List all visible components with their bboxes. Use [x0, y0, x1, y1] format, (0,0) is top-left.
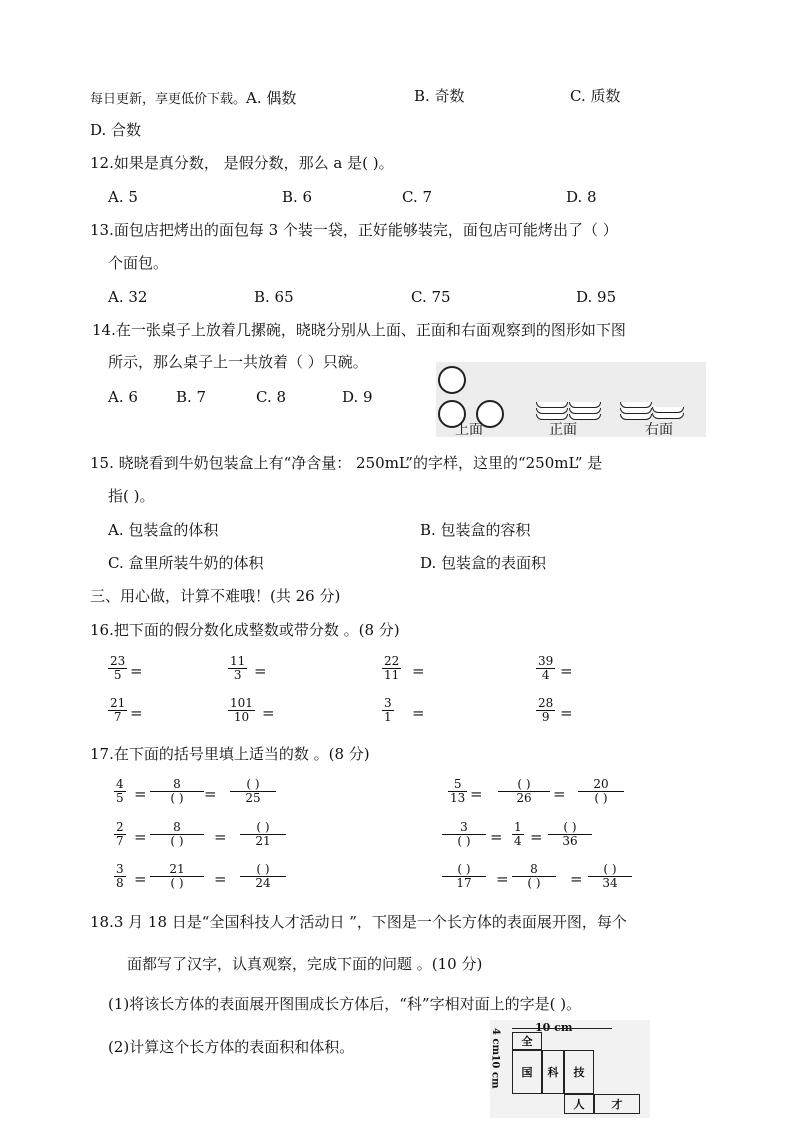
equals-sign: =	[204, 785, 217, 803]
right-view-stack	[652, 407, 684, 419]
top-view-circle	[438, 366, 466, 394]
fraction-denominator: 26	[516, 791, 532, 805]
fraction	[382, 697, 394, 724]
fraction-numerator: ( )	[246, 777, 260, 791]
view-label-right: 右面	[645, 422, 673, 438]
fraction	[150, 778, 204, 805]
fraction-denominator: ( )	[170, 834, 184, 848]
fraction-denominator: 7	[113, 710, 122, 724]
equals-sign: =	[134, 785, 147, 803]
fraction-denominator: 24	[255, 876, 271, 890]
q15-option-a: A. 包装盒的体积	[108, 521, 219, 539]
q14-option-c: C. 8	[256, 388, 287, 406]
equals-sign: =	[214, 870, 227, 888]
equals-sign: =	[496, 870, 509, 888]
fraction-numerator: 8	[530, 862, 538, 876]
fraction	[548, 821, 592, 848]
fraction-denominator: ( )	[170, 791, 184, 805]
q14-option-d: D. 9	[342, 388, 373, 406]
cuboid-net-figure	[490, 1020, 650, 1118]
front-view-stack	[569, 402, 601, 420]
equals-sign: =	[530, 828, 543, 846]
fraction-numerator: 3	[116, 862, 124, 876]
equals-sign: =	[130, 704, 143, 722]
q15-line2: 指( )。	[108, 487, 155, 505]
fraction	[448, 778, 467, 805]
fraction-numerator: 1	[514, 820, 522, 834]
q18-line1: 18.3 月 18 日是“全国科技人才活动日 ”，下图是一个长方体的表面展开图，每个	[90, 913, 627, 931]
fraction-numerator: 21	[110, 696, 126, 710]
equals-sign: =	[553, 785, 566, 803]
fraction	[228, 655, 247, 682]
fraction-numerator: 23	[110, 654, 126, 668]
option-c: C. 质数	[570, 87, 621, 105]
fraction-numerator: ( )	[256, 862, 270, 876]
fraction	[588, 863, 632, 890]
fraction	[498, 778, 550, 805]
equals-sign: =	[470, 785, 483, 803]
fraction-denominator: ( )	[594, 791, 608, 805]
fraction-denominator: 5	[116, 791, 124, 805]
fraction-denominator: 21	[255, 834, 271, 848]
q13-option-a: A. 32	[108, 288, 148, 306]
fraction-numerator: 22	[384, 654, 400, 668]
fraction-numerator: 3	[460, 820, 468, 834]
bowl-views-figure	[436, 362, 706, 437]
front-view-stack	[536, 402, 568, 420]
q17-title: 17.在下面的括号里填上适当的数 。(8 分)	[90, 745, 370, 763]
net-face-ji: 技	[564, 1050, 594, 1094]
fraction	[536, 697, 555, 724]
fraction-denominator: 36	[562, 834, 578, 848]
q15-option-b: B. 包装盒的容积	[420, 521, 531, 539]
fraction-numerator: 3	[384, 696, 392, 710]
fraction-denominator: 10	[233, 710, 250, 724]
fraction	[150, 863, 204, 890]
net-face-quan: 全	[512, 1032, 542, 1050]
fraction-denominator: 5	[113, 668, 122, 682]
q13-option-b: B. 65	[254, 288, 294, 306]
equals-sign: =	[254, 662, 267, 680]
fraction-numerator: ( )	[256, 820, 270, 834]
equals-sign: =	[130, 662, 143, 680]
fraction-denominator: 1	[384, 710, 392, 724]
fraction-numerator: ( )	[603, 862, 617, 876]
q14-line1: 14.在一张桌子上放着几摞碗，晓晓分别从上面、正面和右面观察到的图形如下图	[92, 321, 626, 339]
fraction	[114, 778, 126, 805]
equals-sign: =	[412, 704, 425, 722]
fraction-numerator: 8	[173, 820, 181, 834]
q12-option-b: B. 6	[282, 188, 313, 206]
dim-top-line	[512, 1028, 612, 1029]
fraction	[114, 863, 126, 890]
fraction	[240, 863, 286, 890]
equals-sign: =	[490, 828, 503, 846]
net-face-cai: 才	[594, 1094, 640, 1114]
dim-top-label: 10 cm	[535, 1021, 573, 1034]
fraction-numerator: 28	[538, 696, 554, 710]
fraction	[512, 821, 524, 848]
fraction-numerator: ( )	[457, 862, 471, 876]
fraction-denominator: 11	[384, 668, 400, 682]
fraction	[536, 655, 555, 682]
fraction-numerator: 2	[116, 820, 124, 834]
q12-text: 12.如果是真分数， 是假分数，那么 a 是( )。	[90, 154, 394, 172]
fraction-denominator: 13	[450, 791, 466, 805]
net-face-guo: 国	[512, 1050, 542, 1094]
fraction-denominator: ( )	[170, 876, 184, 890]
fraction-denominator: 17	[456, 876, 472, 890]
fraction-denominator: 34	[602, 876, 618, 890]
fraction	[512, 863, 556, 890]
fraction	[442, 821, 486, 848]
q16-title: 16.把下面的假分数化成整数或带分数 。(8 分)	[90, 621, 400, 639]
fraction-denominator: 3	[233, 668, 242, 682]
right-view-stack	[620, 402, 652, 420]
view-label-front: 正面	[549, 422, 577, 438]
section3-title: 三、用心做，计算不难哦！(共 26 分)	[90, 587, 341, 605]
q14-line2: 所示，那么桌子上一共放着（ ）只碗。	[108, 353, 368, 371]
fraction	[230, 778, 276, 805]
q13-line1: 13.面包店把烤出的面包每 3 个装一袋，正好能够装完，面包店可能烤出了（ ）	[90, 221, 618, 239]
dim-left-small-label: 4 cm	[490, 1027, 502, 1056]
fraction-denominator: 9	[541, 710, 550, 724]
q13-option-c: C. 75	[411, 288, 451, 306]
fraction	[108, 655, 127, 682]
fraction-numerator: 8	[173, 777, 181, 791]
equals-sign: =	[570, 870, 583, 888]
fraction-denominator: 4	[514, 834, 522, 848]
equals-sign: =	[134, 870, 147, 888]
q14-option-b: B. 7	[176, 388, 207, 406]
fraction	[240, 821, 286, 848]
fraction-numerator: 21	[169, 862, 185, 876]
fraction-denominator: 7	[116, 834, 124, 848]
fraction-numerator: 4	[116, 777, 124, 791]
q12-option-a: A. 5	[108, 188, 138, 206]
fraction-numerator: 101	[230, 696, 253, 710]
option-d: D. 合数	[90, 121, 142, 139]
q15-option-d: D. 包装盒的表面积	[420, 554, 547, 572]
net-face-ke: 科	[542, 1050, 564, 1094]
fraction-denominator: 4	[541, 668, 550, 682]
q18-line2: 面都写了汉字，认真观察，完成下面的问题 。(10 分)	[127, 955, 483, 973]
equals-sign: =	[262, 704, 275, 722]
fraction	[108, 697, 127, 724]
equals-sign: =	[214, 828, 227, 846]
q14-option-a: A. 6	[108, 388, 138, 406]
fraction-denominator: 25	[245, 791, 261, 805]
fraction	[382, 655, 401, 682]
fraction-numerator: 11	[230, 654, 246, 668]
q13-line2: 个面包。	[108, 254, 169, 272]
fraction	[442, 863, 486, 890]
header-prefix: 每日更新，享更低价下载。A. 偶数	[90, 89, 297, 107]
fraction-denominator: ( )	[457, 834, 471, 848]
fraction-numerator: ( )	[517, 777, 531, 791]
fraction-numerator: 5	[453, 777, 462, 791]
q15-line1: 15. 晓晓看到牛奶包装盒上有“净含量： 250mL”的字样，这里的“250mL” 是	[90, 454, 603, 472]
fraction-numerator: ( )	[563, 820, 577, 834]
q12-option-d: D. 8	[566, 188, 597, 206]
q18-sub1: (1)将该长方体的表面展开图围成长方体后，“科”字相对面上的字是( )。	[108, 995, 582, 1013]
q15-option-c: C. 盒里所装牛奶的体积	[108, 554, 264, 572]
equals-sign: =	[560, 704, 573, 722]
fraction	[150, 821, 204, 848]
equals-sign: =	[560, 662, 573, 680]
fraction	[114, 821, 126, 848]
fraction	[228, 697, 255, 724]
fraction-numerator: 39	[538, 654, 554, 668]
fraction-denominator: ( )	[527, 876, 541, 890]
q18-sub2: (2)计算这个长方体的表面积和体积。	[108, 1038, 355, 1056]
equals-sign: =	[134, 828, 147, 846]
dim-left-big-label: 10 cm	[489, 1054, 501, 1089]
q13-option-d: D. 95	[576, 288, 617, 306]
net-face-ren: 人	[564, 1094, 594, 1114]
option-b: B. 奇数	[414, 87, 465, 105]
fraction-numerator: 20	[593, 777, 609, 791]
fraction-denominator: 8	[116, 876, 124, 890]
view-label-top: 上面	[455, 422, 483, 438]
fraction	[578, 778, 624, 805]
equals-sign: =	[412, 662, 425, 680]
q12-option-c: C. 7	[402, 188, 433, 206]
